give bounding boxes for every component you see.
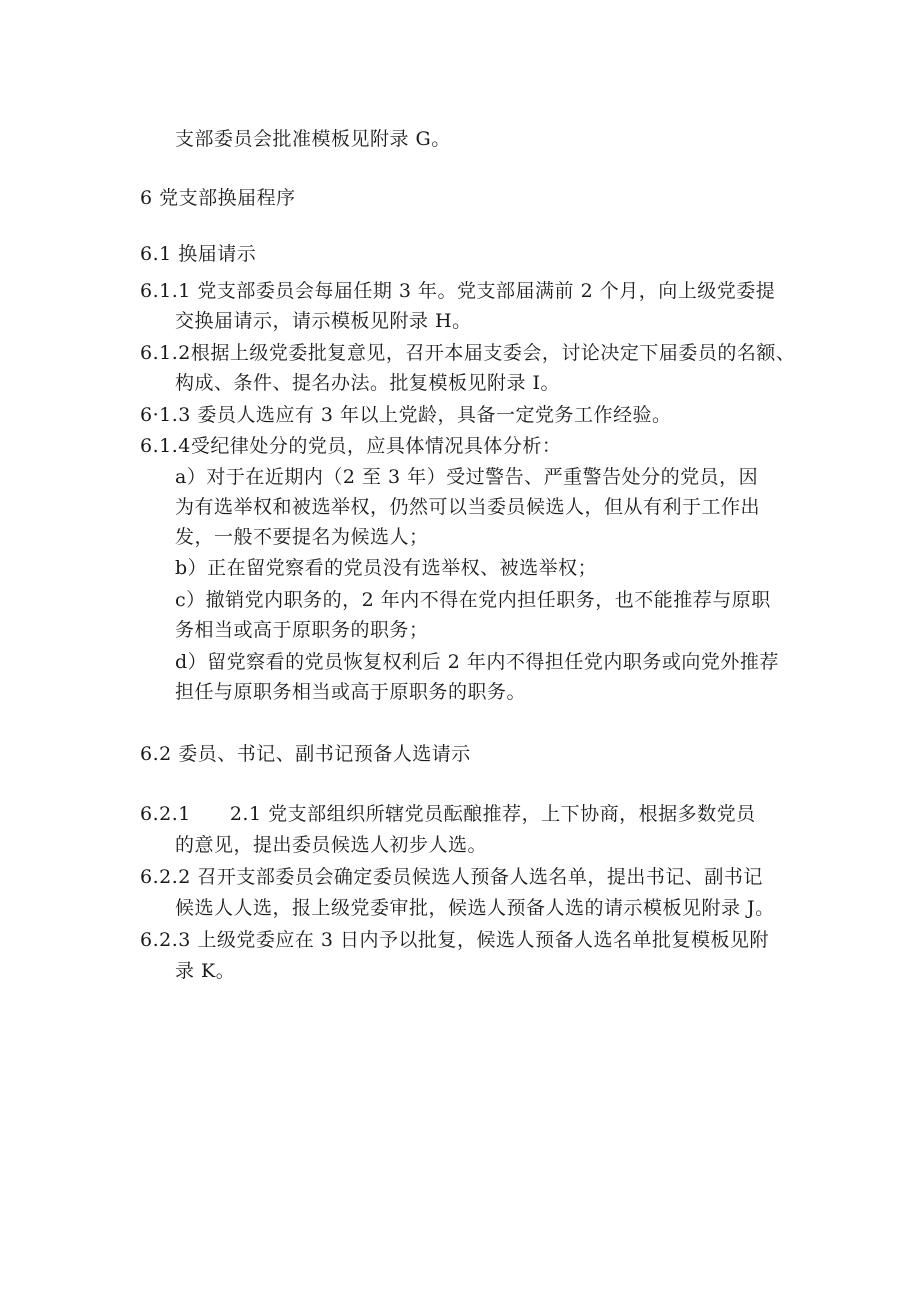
item-a-line-1: a）对于在近期内（2 至 3 年）受过警告、严重警告处分的党员，因 xyxy=(175,466,759,488)
clause-6-2-3-line-2: 录 K。 xyxy=(175,960,236,982)
clause-6-2-2-line-2: 候选人人选，报上级党委审批，候选人预备人选的请示模板见附录 J。 xyxy=(175,897,775,919)
clause-6-2-2-line-1: 6.2.2 召开支部委员会确定委员候选人预备人选名单，提出书记、副书记 xyxy=(140,866,763,888)
section-6-title: 6 党支部换届程序 xyxy=(140,187,296,209)
clause-6-2-3-line-1: 6.2.3 上级党委应在 3 日内予以批复，候选人预备人选名单批复模板见附 xyxy=(140,929,770,951)
clause-6-2-1-line-1: 6.2.1 2.1 党支部组织所辖党员酝酿推荐，上下协商，根据多数党员 xyxy=(140,803,756,825)
item-d-line-2: 担任与原职务相当或高于原职务的职务。 xyxy=(175,681,527,703)
clause-6-1-2-line-2: 构成、条件、提名办法。批复模板见附录 I。 xyxy=(175,372,561,394)
item-a-line-3: 发，一般不要提名为候选人； xyxy=(175,526,429,548)
item-c-line-2: 务相当或高于原职务的职务； xyxy=(175,619,429,641)
clause-6-1-2-line-1: 6.1.2根据上级党委批复意见，召开本届支委会，讨论决定下届委员的名额、 xyxy=(140,342,796,364)
clause-6-1-1-line-2: 交换届请示，请示模板见附录 H。 xyxy=(175,310,472,332)
section-6-1-title: 6.1 换届请示 xyxy=(140,243,257,265)
clause-6-1-3-line-1: 6·1.3 委员人选应有 3 年以上党龄，具备一定党务工作经验。 xyxy=(140,404,672,426)
clause-6-1-4-line-1: 6.1.4受纪律处分的党员，应具体情况具体分析： xyxy=(140,435,562,457)
clause-6-1-1-line-1: 6.1.1 党支部委员会每届任期 3 年。党支部届满前 2 个月，向上级党委提 xyxy=(140,280,776,302)
item-c-line-1: c）撤销党内职务的，2 年内不得在党内担任职务，也不能推荐与原职 xyxy=(175,589,771,611)
item-d-line-1: d）留党察看的党员恢复权利后 2 年内不得担任党内职务或向党外推荐 xyxy=(175,651,779,673)
item-b-line-1: b）正在留党察看的党员没有选举权、被选举权； xyxy=(175,557,598,579)
continuation-line: 支部委员会批准模板见附录 G。 xyxy=(175,128,451,150)
item-a-line-2: 为有选举权和被选举权，仍然可以当委员候选人，但从有利于工作出 xyxy=(175,496,761,518)
section-6-2-title: 6.2 委员、书记、副书记预备人选请示 xyxy=(140,743,471,765)
clause-6-2-1-line-2: 的意见，提出委员候选人初步人选。 xyxy=(175,834,488,856)
